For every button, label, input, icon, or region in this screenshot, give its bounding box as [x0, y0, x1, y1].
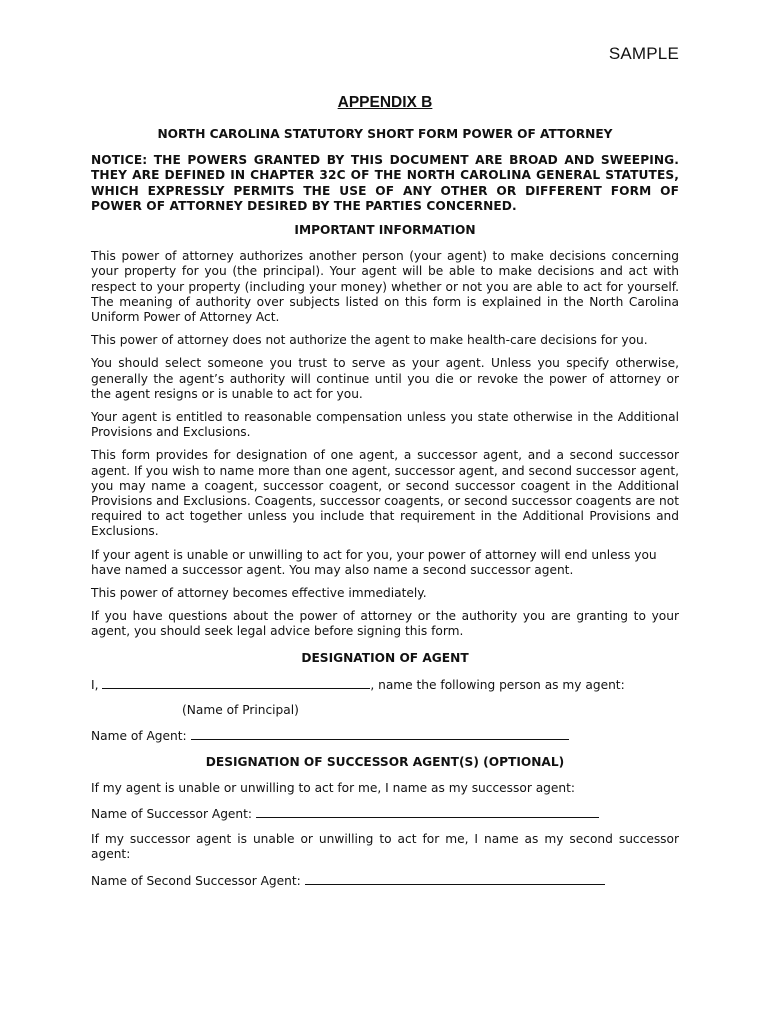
form-title: NORTH CAROLINA STATUTORY SHORT FORM POWER OF ATTORNEY — [157, 127, 613, 141]
second-successor-paragraph: If my successor agent is unable or unwilling to act for me, I name as my second successor agent: — [91, 832, 679, 862]
designation-of-agent-heading: DESIGNATION OF AGENT — [301, 650, 469, 665]
paragraph-select-agent: You should select someone you trust to serve as your agent. Unless you specify otherwise, generally the agent’s authority will continue until you die or revoke the power of attorney or the agent resigns or is unable to act for you. — [91, 356, 679, 401]
successor-line — [91, 806, 679, 822]
agent-line — [91, 728, 679, 744]
successor-agent-heading: DESIGNATION OF SUCCESSOR AGENT(S) (OPTIONAL) — [205, 754, 565, 769]
document-body — [91, 94, 679, 897]
agent-name-field[interactable] — [191, 728, 569, 740]
paragraph-compensation: Your agent is entitled to reasonable compensation unless you state otherwise in the Additional Provisions and Exclusions. — [91, 410, 679, 440]
successor-agent-label: Name of Successor Agent: — [91, 806, 253, 821]
paragraph-successor-info: If your agent is unable or unwilling to act for you, your power of attorney will end unless you have named a successor agent. You may also name a second successor agent. — [91, 547, 657, 577]
notice-paragraph: NOTICE: THE POWERS GRANTED BY THIS DOCUMENT ARE BROAD AND SWEEPING. THEY ARE DEFINED IN CHAPTER 32C OF THE NORTH CAROLINA GENERAL STATUTES, WHICH EXPRESSLY PERMITS THE USE OF ANY OTHER OR DIFFERENT FORM OF POWER OF ATTORNEY DESIRED BY THE PARTIES CONCERNED. — [91, 153, 679, 213]
principal-line — [91, 677, 679, 693]
paragraph-legal-advice: If you have questions about the power of attorney or the authority you are granting to your agent, you should seek legal advice before signing this form. — [91, 609, 679, 639]
second-successor-line — [91, 873, 679, 889]
successor-agent-field[interactable] — [256, 806, 599, 818]
important-information-heading: IMPORTANT INFORMATION — [294, 223, 476, 238]
paragraph-effective: This power of attorney becomes effective immediately. — [91, 586, 427, 601]
principal-suffix: , name the following person as my agent: — [370, 677, 625, 692]
principal-prefix: I, — [91, 677, 99, 692]
agent-label: Name of Agent: — [91, 729, 187, 744]
appendix-title: APPENDIX B — [337, 94, 433, 111]
second-successor-label: Name of Second Successor Agent: — [91, 873, 301, 888]
principal-label: (Name of Principal) — [182, 703, 299, 718]
successor-paragraph: If my agent is unable or unwilling to act for me, I name as my successor agent: — [91, 780, 576, 795]
second-successor-field[interactable] — [305, 873, 605, 885]
paragraph-coagents: This form provides for designation of one agent, a successor agent, and a second successor agent. If you wish to name more than one agent, successor agent, and second successor agent, you may name a coagent, successor coagent, or second successor coagent in the Additional Provisions and Exclusions. Coagents, successor coagents, or second successor coagents are not required to act together unless you include that requirement in the Additional Provisions and Exclusions. — [91, 448, 679, 539]
paragraph-authorization: This power of attorney authorizes another person (your agent) to make decisions concerning your property for you (the principal). Your agent will be able to make decisions and act with respect to your property (including your money) whether or not you are able to act for yourself. The meaning of authority over subjects listed on this form is explained in the North Carolina Uniform Power of Attorney Act. — [91, 249, 679, 325]
principal-name-field[interactable] — [102, 677, 370, 689]
sample-label: SAMPLE — [608, 44, 679, 63]
paragraph-health-care: This power of attorney does not authorize the agent to make health-care decisions for you. — [91, 333, 648, 348]
